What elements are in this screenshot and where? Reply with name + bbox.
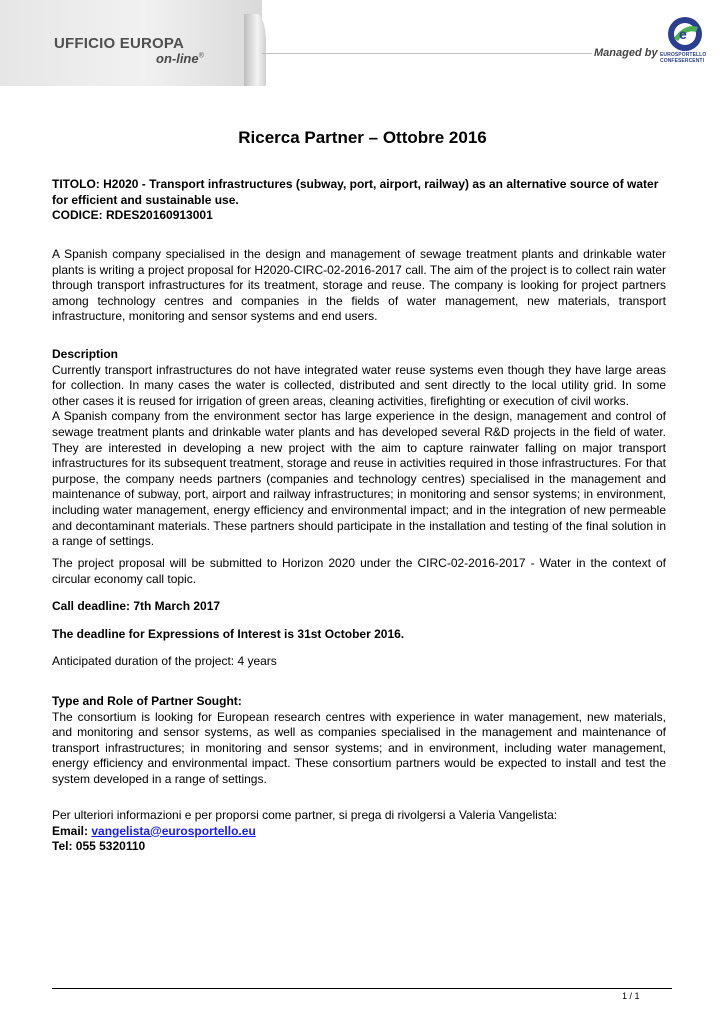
partner-section (52, 694, 666, 788)
email-line (52, 824, 666, 840)
codice: CODICE: RDES20160913001 (52, 208, 213, 223)
email-label: Email: (52, 823, 92, 838)
titolo-label: TITOLO: (52, 177, 100, 191)
intro-paragraph: A Spanish company specialised in the design and management of sewage treatment plants and drinkable water plants is writing a project proposal for H2020-CIRC-02-2016-2017 call. The aim of the project is to collect rain water through transport infrastructures for its treatment, storage and reuse. The company is looking for project partners among technology centres and companies in the fields of water management, new materials, transport infrastructure, monitoring and sensor systems and end users. (52, 247, 666, 324)
description-paragraph-2: A Spanish company from the environment sector has large experience in the design, management and control of sewage treatment plants and drinkable water plants and has developed several R&D projects in the field of water. They are interested in developing a new project with the aim to capture rainwater falling on major transport infrastructures for its subsequent treatment, storage and reuse in activities required in those infrastructures. For that purpose, the company needs partners (companies and technology centres) specialised in the management and maintenance of subway, port, airport and railway infrastructures; in monitoring and sensor systems; in environment, including water management, energy efficiency and environmental impact; and in the integration of new permeable and decontaminant materials. These partners should participate in the installation and testing of the final solution in a range of settings. (52, 409, 666, 549)
footer-divider (52, 988, 672, 989)
logo-title: UFFICIO EUROPA (54, 35, 185, 52)
titolo-block (52, 177, 666, 224)
partner-logo-caption: EUROSPORTELLO CONFESERCENTI (660, 52, 707, 64)
contact-section (52, 808, 666, 855)
logo-subtitle: on-line® (156, 51, 204, 66)
description-section (52, 347, 666, 550)
email-link[interactable]: vangelista@eurosportello.eu (91, 823, 256, 838)
partner-heading: Type and Role of Partner Sought: (52, 694, 242, 708)
proposal-paragraph: The project proposal will be submitted to Horizon 2020 under the CIRC-02-2016-2017 - Water in the context of circular economy call topic. (52, 556, 666, 586)
managed-by-label: Managed by (594, 47, 658, 59)
titolo-text: H2020 - Transport infrastructures (subway, port, airport, railway) as an alternative source of water for efficient and sustainable use. (52, 177, 659, 207)
contact-intro: Per ulteriori informazioni e per proporsi come partner, si prega di rivolgersi a Valeria Vangelista: (52, 808, 558, 822)
header-divider (262, 53, 592, 54)
call-deadline: Call deadline: 7th March 2017 (52, 599, 221, 613)
header-swoosh (244, 14, 266, 86)
project-duration: Anticipated duration of the project: 4 years (52, 654, 277, 668)
description-paragraph-1: Currently transport infrastructures do not have integrated water reuse systems even though they have large areas for collection. In many cases the water is collected, distributed and sent directly to the local utility grid. In some other cases it is reused for irrigation of green areas, cleaning activities, firefighting or execution of civil works. (52, 362, 666, 408)
description-heading: Description (52, 347, 119, 361)
partner-paragraph: The consortium is looking for European research centres with experience in water management, new materials, and monitoring and sensor systems, as well as companies specialised in the management and maintenance of transport infrastructures; in monitoring and sensor systems; and in environment, including water management, energy efficiency and environmental impact. These consortium partners would be expected to install and test the system developed in a range of settings. (52, 709, 666, 786)
page-number: 1 / 1 (622, 991, 640, 1001)
eoi-deadline: The deadline for Expressions of Interest is 31st October 2016. (52, 627, 405, 641)
svg-text:e: e (679, 26, 687, 42)
telephone: Tel: 055 5320110 (52, 839, 146, 854)
page-title: Ricerca Partner – Ottobre 2016 (238, 128, 487, 147)
